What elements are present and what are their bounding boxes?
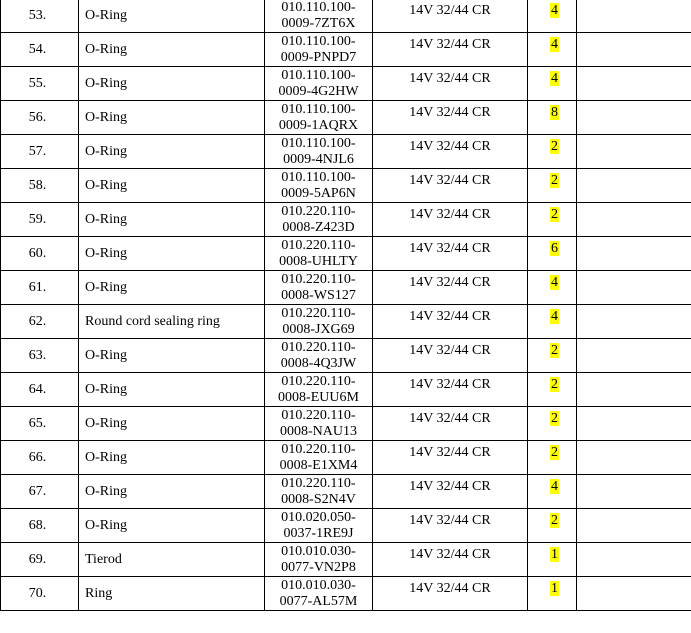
quantity-highlight: 4	[551, 275, 558, 290]
part-name: O-Ring	[79, 441, 265, 475]
quantity-highlight: 4	[551, 479, 558, 494]
table-row	[1, 135, 691, 169]
quantity-highlight: 2	[551, 139, 558, 154]
part-name: O-Ring	[79, 373, 265, 407]
table-row	[1, 475, 691, 509]
quantity	[528, 67, 577, 101]
quantity	[528, 577, 577, 611]
empty-cell	[577, 101, 691, 135]
row-number: 58.	[1, 169, 79, 203]
part-name: O-Ring	[79, 407, 265, 441]
quantity	[528, 475, 577, 509]
quantity-highlight: 2	[551, 207, 558, 222]
empty-cell	[577, 373, 691, 407]
row-number: 62.	[1, 305, 79, 339]
row-number: 56.	[1, 101, 79, 135]
table-row	[1, 101, 691, 135]
table-row	[1, 237, 691, 271]
quantity	[528, 373, 577, 407]
engine-spec: 14V 32/44 CR	[373, 509, 528, 543]
empty-cell	[577, 169, 691, 203]
row-number: 70.	[1, 577, 79, 611]
quantity-highlight: 4	[551, 37, 558, 52]
part-code: 010.220.110- 0008-JXG69	[265, 305, 373, 339]
quantity	[528, 271, 577, 305]
row-number: 53.	[1, 0, 79, 33]
empty-cell	[577, 33, 691, 67]
quantity	[528, 509, 577, 543]
part-name: Ring	[79, 577, 265, 611]
engine-spec: 14V 32/44 CR	[373, 169, 528, 203]
quantity-highlight: 1	[551, 547, 558, 562]
part-code: 010.110.100- 0009-4G2HW	[265, 67, 373, 101]
empty-cell	[577, 577, 691, 611]
engine-spec: 14V 32/44 CR	[373, 135, 528, 169]
quantity	[528, 101, 577, 135]
parts-table-body	[1, 0, 691, 611]
quantity	[528, 135, 577, 169]
part-name: O-Ring	[79, 271, 265, 305]
part-code: 010.220.110- 0008-UHLTY	[265, 237, 373, 271]
engine-spec: 14V 32/44 CR	[373, 101, 528, 135]
quantity-highlight: 6	[551, 241, 558, 256]
engine-spec: 14V 32/44 CR	[373, 203, 528, 237]
engine-spec: 14V 32/44 CR	[373, 543, 528, 577]
part-code: 010.020.050- 0037-1RE9J	[265, 509, 373, 543]
table-row	[1, 543, 691, 577]
quantity	[528, 407, 577, 441]
part-code: 010.010.030- 0077-VN2P8	[265, 543, 373, 577]
empty-cell	[577, 407, 691, 441]
row-number: 55.	[1, 67, 79, 101]
part-code: 010.220.110- 0008-Z423D	[265, 203, 373, 237]
table-row	[1, 305, 691, 339]
part-name: O-Ring	[79, 0, 265, 33]
row-number: 66.	[1, 441, 79, 475]
table-row	[1, 169, 691, 203]
quantity-highlight: 2	[551, 411, 558, 426]
quantity-highlight: 4	[551, 309, 558, 324]
quantity	[528, 237, 577, 271]
row-number: 64.	[1, 373, 79, 407]
empty-cell	[577, 543, 691, 577]
row-number: 59.	[1, 203, 79, 237]
empty-cell	[577, 339, 691, 373]
part-code: 010.010.030- 0077-AL57M	[265, 577, 373, 611]
part-name: O-Ring	[79, 101, 265, 135]
row-number: 60.	[1, 237, 79, 271]
engine-spec: 14V 32/44 CR	[373, 271, 528, 305]
table-row	[1, 0, 691, 33]
empty-cell	[577, 135, 691, 169]
engine-spec: 14V 32/44 CR	[373, 577, 528, 611]
part-name: O-Ring	[79, 33, 265, 67]
quantity-highlight: 2	[551, 445, 558, 460]
part-code: 010.110.100- 0009-4NJL6	[265, 135, 373, 169]
part-code: 010.110.100- 0009-PNPD7	[265, 33, 373, 67]
engine-spec: 14V 32/44 CR	[373, 373, 528, 407]
quantity	[528, 169, 577, 203]
table-row	[1, 509, 691, 543]
quantity-highlight: 2	[551, 343, 558, 358]
engine-spec: 14V 32/44 CR	[373, 67, 528, 101]
part-code: 010.220.110- 0008-S2N4V	[265, 475, 373, 509]
empty-cell	[577, 305, 691, 339]
engine-spec: 14V 32/44 CR	[373, 441, 528, 475]
part-name: O-Ring	[79, 475, 265, 509]
table-row	[1, 67, 691, 101]
row-number: 61.	[1, 271, 79, 305]
part-name: O-Ring	[79, 169, 265, 203]
part-name: O-Ring	[79, 203, 265, 237]
engine-spec: 14V 32/44 CR	[373, 407, 528, 441]
empty-cell	[577, 475, 691, 509]
table-row	[1, 339, 691, 373]
empty-cell	[577, 441, 691, 475]
row-number: 65.	[1, 407, 79, 441]
part-code: 010.220.110- 0008-4Q3JW	[265, 339, 373, 373]
part-name: O-Ring	[79, 135, 265, 169]
quantity	[528, 203, 577, 237]
quantity-highlight: 1	[551, 581, 558, 596]
engine-spec: 14V 32/44 CR	[373, 339, 528, 373]
part-code: 010.220.110- 0008-EUU6M	[265, 373, 373, 407]
empty-cell	[577, 509, 691, 543]
quantity-highlight: 4	[551, 71, 558, 86]
quantity	[528, 305, 577, 339]
part-name: O-Ring	[79, 67, 265, 101]
quantity-highlight: 2	[551, 173, 558, 188]
part-name: O-Ring	[79, 237, 265, 271]
quantity	[528, 441, 577, 475]
empty-cell	[577, 0, 691, 33]
row-number: 68.	[1, 509, 79, 543]
engine-spec: 14V 32/44 CR	[373, 475, 528, 509]
row-number: 54.	[1, 33, 79, 67]
empty-cell	[577, 237, 691, 271]
engine-spec: 14V 32/44 CR	[373, 33, 528, 67]
quantity	[528, 543, 577, 577]
table-row	[1, 373, 691, 407]
part-name: Round cord sealing ring	[79, 305, 265, 339]
quantity	[528, 339, 577, 373]
part-name: Tierod	[79, 543, 265, 577]
table-row	[1, 577, 691, 611]
quantity-highlight: 8	[551, 105, 558, 120]
empty-cell	[577, 203, 691, 237]
engine-spec: 14V 32/44 CR	[373, 305, 528, 339]
row-number: 69.	[1, 543, 79, 577]
empty-cell	[577, 67, 691, 101]
quantity-highlight: 4	[551, 3, 558, 18]
row-number: 57.	[1, 135, 79, 169]
part-code: 010.220.110- 0008-E1XM4	[265, 441, 373, 475]
quantity-highlight: 2	[551, 377, 558, 392]
quantity	[528, 33, 577, 67]
part-code: 010.110.100- 0009-5AP6N	[265, 169, 373, 203]
table-row	[1, 33, 691, 67]
part-code: 010.110.100- 0009-7ZT6X	[265, 0, 373, 33]
empty-cell	[577, 271, 691, 305]
table-row	[1, 203, 691, 237]
table-row	[1, 271, 691, 305]
part-code: 010.220.110- 0008-WS127	[265, 271, 373, 305]
part-code: 010.110.100- 0009-1AQRX	[265, 101, 373, 135]
table-row	[1, 407, 691, 441]
engine-spec: 14V 32/44 CR	[373, 0, 528, 33]
row-number: 63.	[1, 339, 79, 373]
part-name: O-Ring	[79, 509, 265, 543]
table-row	[1, 441, 691, 475]
part-name: O-Ring	[79, 339, 265, 373]
quantity-highlight: 2	[551, 513, 558, 528]
engine-spec: 14V 32/44 CR	[373, 237, 528, 271]
row-number: 67.	[1, 475, 79, 509]
part-code: 010.220.110- 0008-NAU13	[265, 407, 373, 441]
quantity	[528, 0, 577, 33]
